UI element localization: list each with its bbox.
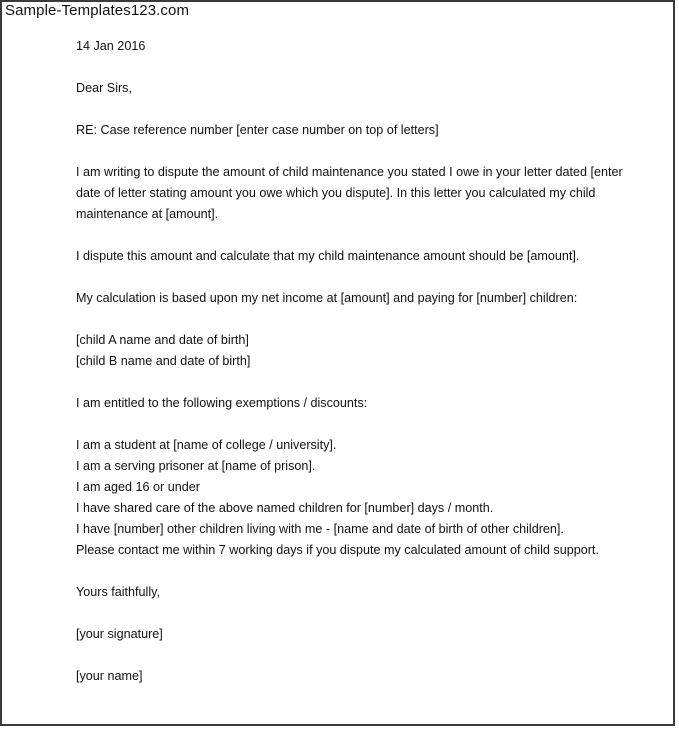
letter-date: 14 Jan 2016 [76,39,146,53]
text-line: maintenance at [amount]. [76,207,219,221]
letter-closing: Yours faithfully, [76,585,161,599]
letter-body [76,36,621,708]
list-item: [child A name and date of birth] [76,333,249,347]
list-item: I am aged 16 or under [76,480,200,494]
letter-reference: RE: Case reference number [enter case number on top of letters] [76,123,439,137]
children-list [76,330,621,372]
letter-paragraph-calculation-claim: I dispute this amount and calculate that my child maintenance amount should be [amount]. [76,249,580,263]
letter-paragraph-income: My calculation is based upon my net income at [amount] and paying for [number] children: [76,291,578,305]
list-item: I have shared care of the above named children for [number] days / month. [76,501,494,515]
list-item: I have [number] other children living with me - [name and date of birth of other children]. [76,522,564,536]
exemptions-intro: I am entitled to the following exemptions / discounts: [76,396,368,410]
signature-placeholder: [your signature] [76,627,163,641]
list-item: I am a student at [name of college / university]. [76,438,337,452]
list-item: [child B name and date of birth] [76,354,251,368]
list-item: I am a serving prisoner at [name of prison]. [76,459,316,473]
text-line: I am writing to dispute the amount of child maintenance you stated I owe in your letter dated [enter [76,165,623,179]
name-placeholder: [your name] [76,669,143,683]
text-line: date of letter stating amount you owe which you dispute]. In this letter you calculated my child [76,186,596,200]
exemptions-list [76,435,621,561]
letter-paragraph-dispute [76,162,621,225]
list-item: Please contact me within 7 working days if you dispute my calculated amount of child support. [76,543,599,557]
site-watermark: Sample-Templates123.com [5,2,190,19]
letter-salutation: Dear Sirs, [76,81,132,95]
